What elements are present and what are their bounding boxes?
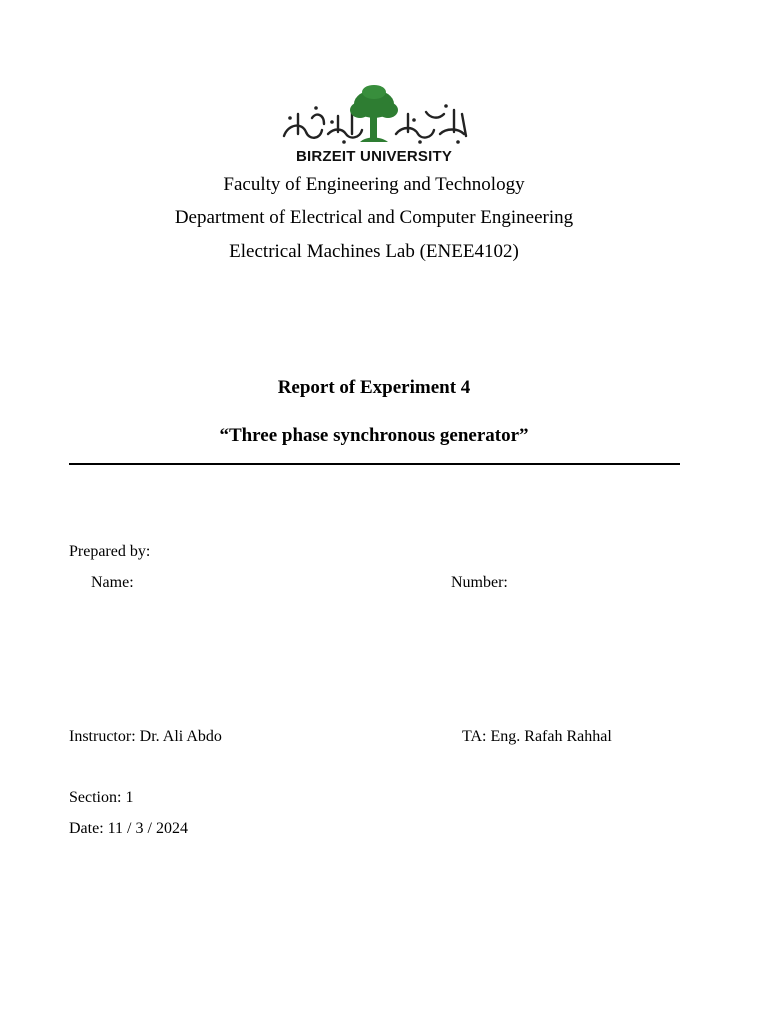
tree-icon [350,85,398,142]
instructor-line: Instructor: Dr. Ali Abdo [69,728,222,745]
date-line: Date: 11 / 3 / 2024 [69,820,188,837]
section-line: Section: 1 [69,789,134,806]
title-divider [69,463,680,465]
university-name: BIRZEIT UNIVERSITY [295,148,453,165]
faculty-line: Faculty of Engineering and Technology [223,174,525,195]
course-line: Electrical Machines Lab (ENEE4102) [229,241,519,262]
university-logo [276,84,472,166]
number-label: Number: [451,574,508,591]
birzeit-logo-graphic [276,84,472,150]
department-line: Department of Electrical and Computer Engineering [174,207,574,228]
name-label: Name: [91,574,134,591]
report-subtitle: “Three phase synchronous generator” [219,425,529,446]
prepared-by-label: Prepared by: [69,543,151,560]
report-title: Report of Experiment 4 [277,377,471,398]
ta-line: TA: Eng. Rafah Rahhal [462,728,612,745]
